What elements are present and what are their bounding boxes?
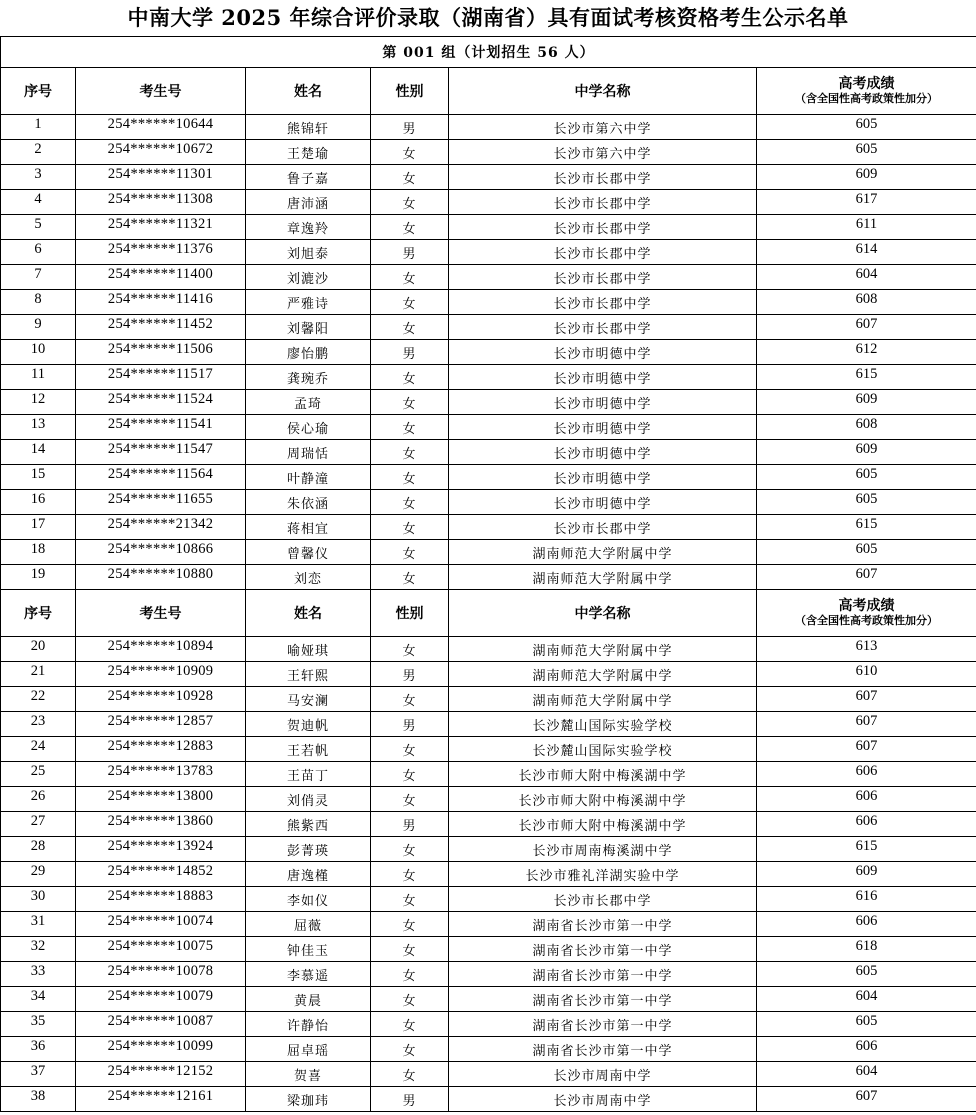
table-row bbox=[1, 737, 976, 762]
cell-exam-no: 254******12152 bbox=[76, 1062, 246, 1087]
cell-index: 6 bbox=[1, 240, 76, 265]
cell-index: 7 bbox=[1, 265, 76, 290]
cell-index: 17 bbox=[1, 515, 76, 540]
cell-score: 605 bbox=[757, 465, 976, 490]
table-row bbox=[1, 190, 976, 215]
cell-school: 长沙市长郡中学 bbox=[449, 215, 757, 240]
cell-gender: 女 bbox=[371, 987, 449, 1012]
cell-index: 30 bbox=[1, 887, 76, 912]
cell-school: 湖南省长沙市第一中学 bbox=[449, 962, 757, 987]
cell-school: 长沙麓山国际实验学校 bbox=[449, 712, 757, 737]
cell-school: 长沙市明德中学 bbox=[449, 415, 757, 440]
cell-school: 长沙市明德中学 bbox=[449, 365, 757, 390]
cell-name: 章逸羚 bbox=[246, 215, 371, 240]
table-row bbox=[1, 565, 976, 590]
table-row bbox=[1, 415, 976, 440]
cell-score: 605 bbox=[757, 115, 976, 140]
cell-exam-no: 254******14852 bbox=[76, 862, 246, 887]
header-score-title: 高考成绩 bbox=[838, 76, 895, 92]
cell-score: 611 bbox=[757, 215, 976, 240]
cell-index: 13 bbox=[1, 415, 76, 440]
cell-name: 王苗丁 bbox=[246, 762, 371, 787]
cell-gender: 男 bbox=[371, 1087, 449, 1112]
cell-name: 刘恋 bbox=[246, 565, 371, 590]
cell-index: 10 bbox=[1, 340, 76, 365]
cell-name: 唐沛涵 bbox=[246, 190, 371, 215]
cell-gender: 女 bbox=[371, 565, 449, 590]
cell-score: 613 bbox=[757, 637, 976, 662]
cell-school: 湖南省长沙市第一中学 bbox=[449, 987, 757, 1012]
cell-score: 604 bbox=[757, 1062, 976, 1087]
table-row bbox=[1, 1087, 976, 1112]
cell-name: 孟琦 bbox=[246, 390, 371, 415]
cell-name: 王若帆 bbox=[246, 737, 371, 762]
table-row bbox=[1, 962, 976, 987]
table-row bbox=[1, 440, 976, 465]
cell-gender: 女 bbox=[371, 1037, 449, 1062]
cell-gender: 女 bbox=[371, 165, 449, 190]
cell-exam-no: 254******13783 bbox=[76, 762, 246, 787]
cell-exam-no: 254******13800 bbox=[76, 787, 246, 812]
cell-exam-no: 254******10928 bbox=[76, 687, 246, 712]
cell-school: 湖南省长沙市第一中学 bbox=[449, 1037, 757, 1062]
cell-gender: 女 bbox=[371, 140, 449, 165]
cell-exam-no: 254******11524 bbox=[76, 390, 246, 415]
cell-school: 长沙市明德中学 bbox=[449, 465, 757, 490]
cell-exam-no: 254******10099 bbox=[76, 1037, 246, 1062]
cell-score: 605 bbox=[757, 1012, 976, 1037]
cell-exam-no: 254******10909 bbox=[76, 662, 246, 687]
cell-exam-no: 254******11400 bbox=[76, 265, 246, 290]
cell-gender: 女 bbox=[371, 490, 449, 515]
cell-score: 604 bbox=[757, 265, 976, 290]
cell-gender: 男 bbox=[371, 240, 449, 265]
cell-school: 长沙市长郡中学 bbox=[449, 190, 757, 215]
cell-score: 605 bbox=[757, 490, 976, 515]
cell-exam-no: 254******12161 bbox=[76, 1087, 246, 1112]
cell-gender: 女 bbox=[371, 787, 449, 812]
table-row bbox=[1, 937, 976, 962]
cell-name: 熊紫西 bbox=[246, 812, 371, 837]
cell-exam-no: 254******12883 bbox=[76, 737, 246, 762]
cell-index: 35 bbox=[1, 1012, 76, 1037]
cell-exam-no: 254******11517 bbox=[76, 365, 246, 390]
cell-exam-no: 254******10078 bbox=[76, 962, 246, 987]
header-gender: 性别 bbox=[371, 590, 449, 637]
table-row bbox=[1, 490, 976, 515]
cell-school: 湖南师范大学附属中学 bbox=[449, 662, 757, 687]
cell-school: 长沙市师大附中梅溪湖中学 bbox=[449, 812, 757, 837]
cell-score: 615 bbox=[757, 837, 976, 862]
table-row bbox=[1, 540, 976, 565]
cell-school: 长沙市长郡中学 bbox=[449, 515, 757, 540]
cell-score: 607 bbox=[757, 737, 976, 762]
cell-gender: 女 bbox=[371, 365, 449, 390]
cell-exam-no: 254******10644 bbox=[76, 115, 246, 140]
cell-school: 长沙市周南中学 bbox=[449, 1087, 757, 1112]
cell-school: 长沙市雅礼洋湖实验中学 bbox=[449, 862, 757, 887]
cell-exam-no: 254******21342 bbox=[76, 515, 246, 540]
cell-name: 蒋相宜 bbox=[246, 515, 371, 540]
cell-name: 廖怡鹏 bbox=[246, 340, 371, 365]
table-row bbox=[1, 987, 976, 1012]
cell-score: 607 bbox=[757, 315, 976, 340]
cell-name: 鲁子嘉 bbox=[246, 165, 371, 190]
cell-name: 王轩熙 bbox=[246, 662, 371, 687]
cell-school: 长沙市师大附中梅溪湖中学 bbox=[449, 762, 757, 787]
cell-name: 刘旭泰 bbox=[246, 240, 371, 265]
cell-gender: 女 bbox=[371, 1012, 449, 1037]
cell-index: 25 bbox=[1, 762, 76, 787]
cell-school: 湖南师范大学附属中学 bbox=[449, 565, 757, 590]
cell-index: 21 bbox=[1, 662, 76, 687]
cell-name: 李慕遥 bbox=[246, 962, 371, 987]
cell-gender: 女 bbox=[371, 887, 449, 912]
cell-name: 梁珈玮 bbox=[246, 1087, 371, 1112]
cell-name: 喻娅琪 bbox=[246, 637, 371, 662]
cell-score: 608 bbox=[757, 290, 976, 315]
cell-score: 606 bbox=[757, 1037, 976, 1062]
table-row bbox=[1, 687, 976, 712]
cell-exam-no: 254******11452 bbox=[76, 315, 246, 340]
cell-score: 616 bbox=[757, 887, 976, 912]
cell-exam-no: 254******11376 bbox=[76, 240, 246, 265]
cell-name: 屈卓瑶 bbox=[246, 1037, 371, 1062]
cell-name: 王楚瑜 bbox=[246, 140, 371, 165]
cell-name: 彭菁瑛 bbox=[246, 837, 371, 862]
cell-name: 贺迪帆 bbox=[246, 712, 371, 737]
cell-exam-no: 254******18883 bbox=[76, 887, 246, 912]
cell-score: 608 bbox=[757, 415, 976, 440]
table-row bbox=[1, 265, 976, 290]
table-row bbox=[1, 315, 976, 340]
cell-name: 刘漉沙 bbox=[246, 265, 371, 290]
header-exam-no: 考生号 bbox=[76, 68, 246, 115]
header-score-note: （含全国性高考政策性加分） bbox=[795, 92, 938, 105]
header-exam-no: 考生号 bbox=[76, 590, 246, 637]
cell-gender: 女 bbox=[371, 737, 449, 762]
cell-score: 607 bbox=[757, 712, 976, 737]
cell-name: 侯心瑜 bbox=[246, 415, 371, 440]
cell-exam-no: 254******10074 bbox=[76, 912, 246, 937]
page-title: 中南大学 2025 年综合评价录取（湖南省）具有面试考核资格考生公示名单 bbox=[127, 5, 849, 30]
cell-exam-no: 254******10866 bbox=[76, 540, 246, 565]
cell-school: 长沙市明德中学 bbox=[449, 340, 757, 365]
cell-school: 湖南省长沙市第一中学 bbox=[449, 937, 757, 962]
cell-exam-no: 254******12857 bbox=[76, 712, 246, 737]
cell-name: 朱依涵 bbox=[246, 490, 371, 515]
cell-score: 606 bbox=[757, 812, 976, 837]
cell-index: 11 bbox=[1, 365, 76, 390]
cell-index: 8 bbox=[1, 290, 76, 315]
cell-gender: 女 bbox=[371, 540, 449, 565]
cell-gender: 女 bbox=[371, 515, 449, 540]
cell-score: 609 bbox=[757, 440, 976, 465]
table-row bbox=[1, 662, 976, 687]
table-row bbox=[1, 115, 976, 140]
cell-school: 长沙市明德中学 bbox=[449, 490, 757, 515]
cell-school: 长沙市长郡中学 bbox=[449, 887, 757, 912]
cell-exam-no: 254******11321 bbox=[76, 215, 246, 240]
cell-exam-no: 254******11564 bbox=[76, 465, 246, 490]
table-row bbox=[1, 290, 976, 315]
cell-gender: 女 bbox=[371, 215, 449, 240]
cell-gender: 男 bbox=[371, 812, 449, 837]
cell-gender: 女 bbox=[371, 1062, 449, 1087]
cell-index: 36 bbox=[1, 1037, 76, 1062]
cell-gender: 女 bbox=[371, 687, 449, 712]
cell-gender: 女 bbox=[371, 315, 449, 340]
cell-school: 长沙市长郡中学 bbox=[449, 265, 757, 290]
table-row bbox=[1, 787, 976, 812]
cell-score: 609 bbox=[757, 390, 976, 415]
cell-name: 曾馨仪 bbox=[246, 540, 371, 565]
table-row bbox=[1, 887, 976, 912]
cell-score: 607 bbox=[757, 1087, 976, 1112]
cell-exam-no: 254******11506 bbox=[76, 340, 246, 365]
cell-gender: 女 bbox=[371, 390, 449, 415]
cell-index: 31 bbox=[1, 912, 76, 937]
cell-gender: 女 bbox=[371, 937, 449, 962]
cell-school: 长沙市明德中学 bbox=[449, 390, 757, 415]
cell-index: 37 bbox=[1, 1062, 76, 1087]
cell-school: 长沙市长郡中学 bbox=[449, 240, 757, 265]
header-row bbox=[1, 68, 976, 115]
cell-index: 14 bbox=[1, 440, 76, 465]
header-score bbox=[757, 590, 976, 637]
cell-exam-no: 254******13860 bbox=[76, 812, 246, 837]
table-row bbox=[1, 1012, 976, 1037]
cell-gender: 男 bbox=[371, 712, 449, 737]
table-row bbox=[1, 365, 976, 390]
cell-school: 长沙市长郡中学 bbox=[449, 290, 757, 315]
cell-name: 唐逸槿 bbox=[246, 862, 371, 887]
cell-score: 605 bbox=[757, 140, 976, 165]
cell-name: 马安澜 bbox=[246, 687, 371, 712]
cell-gender: 女 bbox=[371, 637, 449, 662]
table-row bbox=[1, 1062, 976, 1087]
cell-exam-no: 254******10672 bbox=[76, 140, 246, 165]
cell-name: 叶静潼 bbox=[246, 465, 371, 490]
cell-name: 屈薇 bbox=[246, 912, 371, 937]
cell-index: 22 bbox=[1, 687, 76, 712]
cell-index: 23 bbox=[1, 712, 76, 737]
group-row bbox=[1, 37, 976, 68]
cell-exam-no: 254******11308 bbox=[76, 190, 246, 215]
cell-exam-no: 254******10075 bbox=[76, 937, 246, 962]
cell-exam-no: 254******10880 bbox=[76, 565, 246, 590]
cell-school: 湖南师范大学附属中学 bbox=[449, 637, 757, 662]
table-row bbox=[1, 712, 976, 737]
cell-score: 609 bbox=[757, 862, 976, 887]
table-row bbox=[1, 140, 976, 165]
cell-name: 刘俏灵 bbox=[246, 787, 371, 812]
cell-score: 615 bbox=[757, 515, 976, 540]
cell-exam-no: 254******11301 bbox=[76, 165, 246, 190]
cell-gender: 女 bbox=[371, 415, 449, 440]
cell-index: 12 bbox=[1, 390, 76, 415]
cell-index: 1 bbox=[1, 115, 76, 140]
cell-gender: 女 bbox=[371, 265, 449, 290]
cell-gender: 女 bbox=[371, 962, 449, 987]
cell-name: 刘馨阳 bbox=[246, 315, 371, 340]
header-index: 序号 bbox=[1, 590, 76, 637]
cell-exam-no: 254******10894 bbox=[76, 637, 246, 662]
cell-index: 18 bbox=[1, 540, 76, 565]
cell-score: 618 bbox=[757, 937, 976, 962]
cell-score: 607 bbox=[757, 687, 976, 712]
cell-school: 湖南省长沙市第一中学 bbox=[449, 1012, 757, 1037]
cell-gender: 女 bbox=[371, 862, 449, 887]
cell-gender: 女 bbox=[371, 465, 449, 490]
cell-score: 612 bbox=[757, 340, 976, 365]
header-gender: 性别 bbox=[371, 68, 449, 115]
cell-gender: 女 bbox=[371, 837, 449, 862]
cell-index: 24 bbox=[1, 737, 76, 762]
table-row bbox=[1, 515, 976, 540]
table-row bbox=[1, 215, 976, 240]
cell-score: 609 bbox=[757, 165, 976, 190]
header-row-repeat bbox=[1, 590, 976, 637]
cell-index: 15 bbox=[1, 465, 76, 490]
cell-score: 614 bbox=[757, 240, 976, 265]
cell-gender: 男 bbox=[371, 115, 449, 140]
header-school: 中学名称 bbox=[449, 68, 757, 115]
table-row bbox=[1, 240, 976, 265]
cell-index: 3 bbox=[1, 165, 76, 190]
cell-index: 29 bbox=[1, 862, 76, 887]
cell-index: 26 bbox=[1, 787, 76, 812]
cell-score: 606 bbox=[757, 912, 976, 937]
cell-name: 贺喜 bbox=[246, 1062, 371, 1087]
cell-score: 605 bbox=[757, 540, 976, 565]
cell-index: 28 bbox=[1, 837, 76, 862]
cell-index: 5 bbox=[1, 215, 76, 240]
cell-score: 606 bbox=[757, 762, 976, 787]
cell-index: 16 bbox=[1, 490, 76, 515]
cell-exam-no: 254******11655 bbox=[76, 490, 246, 515]
group-label: 第 001 组（计划招生 56 人） bbox=[1, 37, 976, 68]
cell-school: 长沙市明德中学 bbox=[449, 440, 757, 465]
cell-exam-no: 254******11416 bbox=[76, 290, 246, 315]
cell-school: 湖南师范大学附属中学 bbox=[449, 540, 757, 565]
cell-school: 长沙市周南中学 bbox=[449, 1062, 757, 1087]
table-row bbox=[1, 1037, 976, 1062]
cell-score: 610 bbox=[757, 662, 976, 687]
header-name: 姓名 bbox=[246, 590, 371, 637]
cell-school: 湖南省长沙市第一中学 bbox=[449, 912, 757, 937]
cell-gender: 女 bbox=[371, 190, 449, 215]
table-row bbox=[1, 165, 976, 190]
cell-gender: 女 bbox=[371, 912, 449, 937]
table-row bbox=[1, 340, 976, 365]
table-row bbox=[1, 465, 976, 490]
table-row bbox=[1, 390, 976, 415]
cell-score: 615 bbox=[757, 365, 976, 390]
cell-exam-no: 254******11541 bbox=[76, 415, 246, 440]
cell-gender: 女 bbox=[371, 440, 449, 465]
cell-index: 32 bbox=[1, 937, 76, 962]
header-name: 姓名 bbox=[246, 68, 371, 115]
cell-gender: 男 bbox=[371, 340, 449, 365]
cell-index: 2 bbox=[1, 140, 76, 165]
cell-index: 19 bbox=[1, 565, 76, 590]
cell-school: 长沙麓山国际实验学校 bbox=[449, 737, 757, 762]
cell-score: 617 bbox=[757, 190, 976, 215]
cell-name: 李如仪 bbox=[246, 887, 371, 912]
cell-index: 38 bbox=[1, 1087, 76, 1112]
cell-name: 严雅诗 bbox=[246, 290, 371, 315]
cell-gender: 女 bbox=[371, 762, 449, 787]
cell-index: 34 bbox=[1, 987, 76, 1012]
cell-name: 黄晨 bbox=[246, 987, 371, 1012]
table-row bbox=[1, 862, 976, 887]
cell-index: 9 bbox=[1, 315, 76, 340]
cell-exam-no: 254******11547 bbox=[76, 440, 246, 465]
cell-score: 606 bbox=[757, 787, 976, 812]
header-school: 中学名称 bbox=[449, 590, 757, 637]
cell-score: 607 bbox=[757, 565, 976, 590]
cell-school: 长沙市第六中学 bbox=[449, 140, 757, 165]
table-row bbox=[1, 762, 976, 787]
table-row bbox=[1, 912, 976, 937]
cell-exam-no: 254******10087 bbox=[76, 1012, 246, 1037]
header-index: 序号 bbox=[1, 68, 76, 115]
cell-school: 长沙市长郡中学 bbox=[449, 315, 757, 340]
cell-name: 龚琬乔 bbox=[246, 365, 371, 390]
cell-name: 熊锦轩 bbox=[246, 115, 371, 140]
cell-exam-no: 254******13924 bbox=[76, 837, 246, 862]
cell-name: 钟佳玉 bbox=[246, 937, 371, 962]
cell-score: 605 bbox=[757, 962, 976, 987]
header-score-note: （含全国性高考政策性加分） bbox=[795, 614, 938, 627]
table-row bbox=[1, 837, 976, 862]
cell-name: 许静怡 bbox=[246, 1012, 371, 1037]
candidate-table bbox=[0, 36, 976, 1112]
cell-gender: 男 bbox=[371, 662, 449, 687]
cell-exam-no: 254******10079 bbox=[76, 987, 246, 1012]
table-row bbox=[1, 637, 976, 662]
cell-school: 湖南师范大学附属中学 bbox=[449, 687, 757, 712]
cell-name: 周瑞恬 bbox=[246, 440, 371, 465]
cell-school: 长沙市师大附中梅溪湖中学 bbox=[449, 787, 757, 812]
cell-school: 长沙市周南梅溪湖中学 bbox=[449, 837, 757, 862]
header-score bbox=[757, 68, 976, 115]
cell-index: 27 bbox=[1, 812, 76, 837]
cell-gender: 女 bbox=[371, 290, 449, 315]
cell-index: 20 bbox=[1, 637, 76, 662]
cell-school: 长沙市第六中学 bbox=[449, 115, 757, 140]
header-score-title: 高考成绩 bbox=[838, 598, 895, 614]
cell-school: 长沙市长郡中学 bbox=[449, 165, 757, 190]
table-row bbox=[1, 812, 976, 837]
cell-index: 4 bbox=[1, 190, 76, 215]
cell-index: 33 bbox=[1, 962, 76, 987]
cell-score: 604 bbox=[757, 987, 976, 1012]
